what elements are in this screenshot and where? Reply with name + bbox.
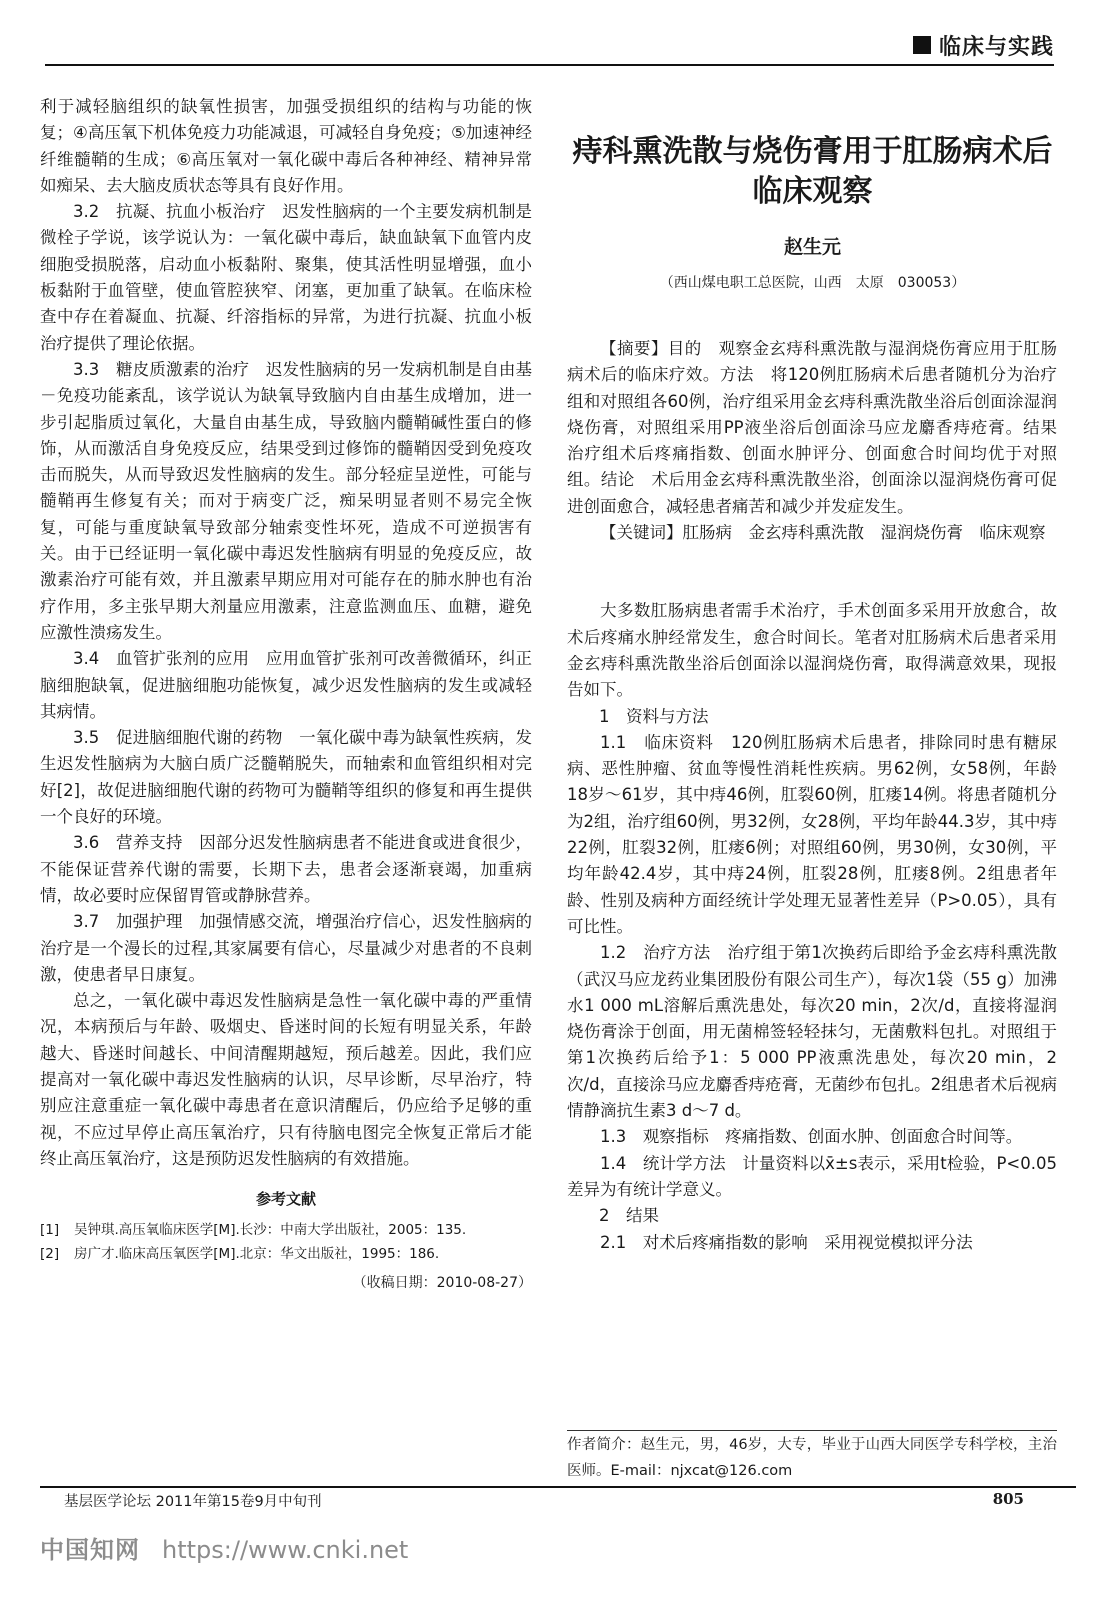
section-heading: 1 资料与方法 xyxy=(599,706,709,726)
paragraph: 3.2 抗凝、抗血小板治疗 迟发性脑病的一个主要发病机制是微栓子学说，该学说认为：一氧化碳中毒后，缺血缺氧下血管内皮细胞受损脱落，启动血小板黏附、聚集，使其活性明显增强，血小板黏附于血管壁，使血管腔狭窄、闭塞，更加重了缺氧。在临床检查中存在着凝血、抗凝、纤溶指标的异常，为进行抗凝、抗血小板治疗提供了理论依据。 xyxy=(40,202,532,353)
references-title: 参考文献 xyxy=(255,1190,316,1209)
watermark xyxy=(40,1530,408,1565)
paragraph: 3.3 糖皮质激素的治疗 迟发性脑病的另一发病机制是自由基－免疫功能紊乱，该学说认为缺氧导致脑内自由基生成增加，进一步引起脂质过氧化，大量自由基生成，导致脑内髓鞘碱性蛋白的修饰，从而激活自身免疫反应，结果受到过修饰的髓鞘因受到免疫攻击而脱失，从而导致迟发性脑病的发生。部分轻症呈逆性，可能与髓鞘再生修复有关；而对于病变广泛，痴呆明显者则不易完全恢复，可能与重度缺氧导致部分轴索变性坏死，造成不可逆损害有关。由于已经证明一氧化碳中毒迟发性脑病有明显的免疫反应，故激素治疗可能有效，并且激素早期应用对可能存在的肺水肿也有治疗作用，多主张早期大剂量应用激素，注意监测血压、血糖，避免应激性溃疡发生。 xyxy=(40,359,532,642)
abstract: 【摘要】目的 观察金玄痔科熏洗散与湿润烧伤膏应用于肛肠病术后的临床疗效。方法 将120例肛肠病术后患者随机分为治疗组和对照组各60例，治疗组采用金玄痔科熏洗散坐浴后创面涂湿润烧伤膏，对照组采用PP液坐浴后创面涂马应龙麝香痔疮膏。结果 治疗组术后疼痛指数、创面水肿评分、创面愈合时间均优于对照组。结论 术后用金玄痔科熏洗散坐浴，创面涂以湿润烧伤膏可促进创面愈合，减轻患者痛苦和减少并发症发生。 xyxy=(567,339,1074,516)
paragraph: 3.4 血管扩张剂的应用 应用血管扩张剂可改善微循环，纠正脑细胞缺氧，促进脑细胞功能恢复，减少迟发性脑病的发生或减轻其病情。 xyxy=(40,649,532,721)
section-heading: 2 结果 xyxy=(599,1206,659,1226)
paragraph: 1.1 临床资料 120例肛肠病术后患者，排除同时患有糖尿病、恶性肿瘤、贫血等慢性消耗性疾病。男62例，女58例，年龄18岁～61岁，其中痔46例，肛裂60例，肛瘘14例。将患者随机分为2组，治疗组60例，男32例，女28例，平均年龄44.3岁，其中痔22例，肛裂32例，肛瘘6例；对照组60例，男30例，女30例，平均年龄42.4岁，其中痔24例，肛裂28例，肛瘘8例。2组患者年龄、性别及病种方面经统计学处理无显著性差异（P>0.05），具有可比性。 xyxy=(567,732,1057,936)
intro-paragraph: 大多数肛肠病患者需手术治疗，手术创面多采用开放愈合，故术后疼痛水肿经常发生，愈合时间长。笔者对肛肠病术后患者采用金玄痔科熏洗散坐浴后创面涂以湿润烧伤膏，取得满意效果，现报告如下。 xyxy=(567,601,1057,700)
reference-item xyxy=(40,1242,532,1266)
paragraph: 总之，一氧化碳中毒迟发性脑病是急性一氧化碳中毒的严重情况，本病预后与年龄、吸烟史、昏迷时间的长短有明显关系，年龄越大、昏迷时间越长、中间清醒期越短，预后越差。因此，我们应提高对一氧化碳中毒迟发性脑病的认识，尽早诊断，尽早治疗，特别应注意重症一氧化碳中毒患者在意识清醒后，仍应给予足够的重视，不应过早停止高压氧治疗，只有待脑电图完全恢复正常后才能终止高压氧治疗，这是预防迟发性脑病的有效措施。 xyxy=(40,991,532,1168)
reference-text: 吴钟琪.高压氧临床医学[M].长沙：中南大学出版社，2005：135. xyxy=(74,1222,467,1239)
reference-item xyxy=(40,1218,532,1242)
article-title: 痔科熏洗散与烧伤膏用于肛肠病术后临床观察 xyxy=(572,134,1053,209)
author-note-rule xyxy=(567,1430,1057,1431)
page-number: 805 xyxy=(992,1490,1024,1508)
paragraph: 2.1 对术后疼痛指数的影响 采用视觉模拟评分法 xyxy=(600,1232,973,1252)
section-marker-icon xyxy=(913,36,931,54)
keywords: 【关键词】肛肠病 金玄痔科熏洗散 湿润烧伤膏 临床观察 xyxy=(600,523,1046,543)
journal-info: 基层医学论坛 2011年第15卷9月中旬刊 xyxy=(64,1494,322,1510)
spacer xyxy=(567,546,1057,598)
paragraph: 3.7 加强护理 加强情感交流，增强治疗信心，迟发性脑病的治疗是一个漫长的过程,其家属要有信心，尽量减少对患者的不良刺激，使患者早日康复。 xyxy=(40,912,532,984)
left-column xyxy=(40,94,532,1297)
paragraph: 利于减轻脑组织的缺氧性损害，加强受损组织的结构与功能的恢复；④高压氧下机体免疫力功能减退，可减轻自身免疫；⑤加速神经纤维髓鞘的生成；⑥高压氧对一氧化碳中毒后各种神经、精神异常如痴呆、去大脑皮质状态等具有良好作用。 xyxy=(40,97,532,195)
paragraph: 1.3 观察指标 疼痛指数、创面水肿、创面愈合时间等。 xyxy=(600,1127,1023,1147)
paragraph: 3.5 促进脑细胞代谢的药物 一氧化碳中毒为缺氧性疾病，发生迟发性脑病为大脑白质广泛髓鞘脱失，而轴索和血管组织相对完好[2]，故促进脑细胞代谢的药物可为髓鞘等组织的修复和再生提供一个良好的环境。 xyxy=(40,728,532,827)
footer-rule xyxy=(40,1486,1076,1488)
reference-number: [1] xyxy=(40,1222,60,1239)
article-affiliation: （西山煤电职工总医院，山西 太原 030053） xyxy=(659,275,966,291)
article-author: 赵生元 xyxy=(783,236,841,258)
paragraph: 3.6 营养支持 因部分迟发性脑病患者不能进食或进食很少，不能保证营养代谢的需要，长期下去，患者会逐渐衰竭，加重病情，故必要时应保留胃管或静脉营养。 xyxy=(40,833,532,905)
paragraph: 1.4 统计学方法 计量资料以x̄±s表示，采用t检验，P<0.05差异为有统计学意义。 xyxy=(567,1153,1057,1199)
received-date: （收稿日期：2010-08-27） xyxy=(352,1275,532,1292)
reference-text: 房广才.临床高压氧医学[M].北京：华文出版社，1995：186. xyxy=(74,1246,440,1263)
watermark-url: https://www.cnki.net xyxy=(162,1536,409,1564)
section-label: 临床与实践 xyxy=(938,34,1054,60)
reference-number: [2] xyxy=(40,1246,60,1263)
right-column xyxy=(567,336,1074,1256)
watermark-name: 中国知网 xyxy=(40,1536,140,1564)
header-rule xyxy=(45,64,1054,66)
author-note: 作者简介：赵生元，男，46岁，大专，毕业于山西大同医学专科学校，主治医师。E-mail：njxcat@126.com xyxy=(567,1437,1057,1479)
section-header xyxy=(913,30,1054,60)
paragraph: 1.2 治疗方法 治疗组于第1次换药后即给予金玄痔科熏洗散（武汉马应龙药业集团股份有限公司生产），每次1袋（55 g）加沸水1 000 mL溶解后熏洗患处，每次20 min，2次/d，直接将湿润烧伤膏涂于创面，用无菌棉签轻轻抹匀，无菌敷料包扎。对照组于第1次换药后给予1：5 000 PP液熏洗患处，每次20 min，2次/d，直接涂马应龙麝香痔疮膏，无菌纱布包扎。2组患者术后视病情静滴抗生素3 d～7 d。 xyxy=(567,943,1057,1121)
